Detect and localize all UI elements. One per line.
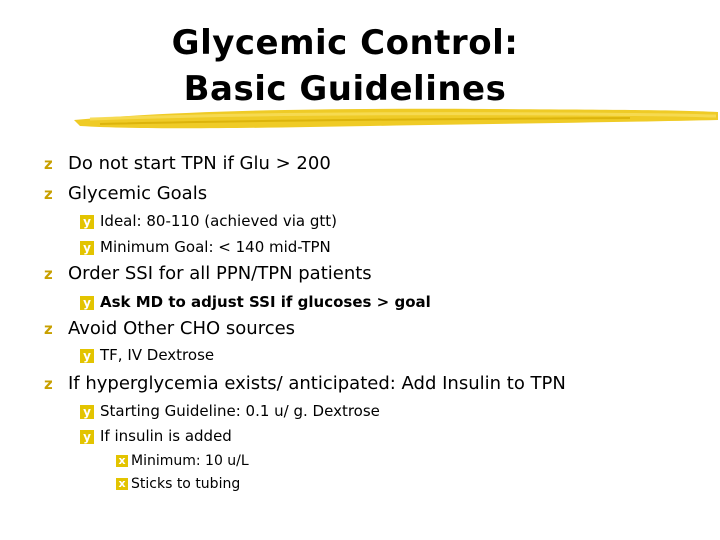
z-bullet-icon: z bbox=[44, 155, 53, 173]
list-item-text: If hyperglycemia exists/ anticipated: Add Insulin to TPN bbox=[68, 373, 566, 394]
list-item-text: Starting Guideline: 0.1 u/ g. Dextrose bbox=[100, 402, 380, 420]
list-item bbox=[80, 211, 337, 231]
list-item bbox=[116, 452, 249, 470]
list-item-text: Do not start TPN if Glu > 200 bbox=[68, 153, 331, 174]
list-item bbox=[80, 401, 380, 421]
y-bullet-icon: y bbox=[80, 405, 94, 419]
y-bullet-icon: y bbox=[80, 349, 94, 363]
list-item bbox=[44, 318, 295, 340]
title-brush-underline bbox=[70, 100, 720, 134]
list-item-text: Minimum: 10 u/L bbox=[131, 453, 249, 469]
list-item bbox=[80, 345, 214, 365]
list-item-text: Glycemic Goals bbox=[68, 183, 208, 204]
list-item-text: If insulin is added bbox=[100, 427, 232, 445]
list-item-text: Ideal: 80-110 (achieved via gtt) bbox=[100, 212, 337, 230]
z-bullet-icon: z bbox=[44, 185, 53, 203]
y-bullet-icon: y bbox=[80, 430, 94, 444]
list-item bbox=[44, 373, 566, 395]
list-item-text: Sticks to tubing bbox=[131, 476, 241, 492]
list-item bbox=[80, 426, 232, 446]
list-item-text: TF, IV Dextrose bbox=[100, 346, 215, 364]
list-item bbox=[44, 263, 372, 285]
slide-title-line-1: Glycemic Control: bbox=[171, 23, 519, 63]
x-bullet-icon: x bbox=[116, 478, 128, 490]
list-item-text: Minimum Goal: < 140 mid-TPN bbox=[100, 238, 331, 256]
z-bullet-icon: z bbox=[44, 265, 53, 283]
list-item bbox=[44, 183, 207, 205]
y-bullet-icon: y bbox=[80, 215, 94, 229]
x-bullet-icon: x bbox=[116, 455, 128, 467]
list-item-text: Avoid Other CHO sources bbox=[68, 318, 296, 339]
list-item bbox=[80, 292, 431, 312]
list-item-text: Order SSI for all PPN/TPN patients bbox=[68, 263, 372, 284]
y-bullet-icon: y bbox=[80, 296, 94, 310]
list-item bbox=[44, 153, 331, 175]
y-bullet-icon: y bbox=[80, 241, 94, 255]
z-bullet-icon: z bbox=[44, 375, 53, 393]
slide-title-line-2: Basic Guidelines bbox=[183, 69, 507, 109]
list-item bbox=[116, 475, 240, 493]
z-bullet-icon: z bbox=[44, 320, 53, 338]
slide-title bbox=[0, 20, 690, 112]
list-item bbox=[80, 237, 331, 257]
list-item-text: Ask MD to adjust SSI if glucoses > goal bbox=[100, 293, 431, 311]
